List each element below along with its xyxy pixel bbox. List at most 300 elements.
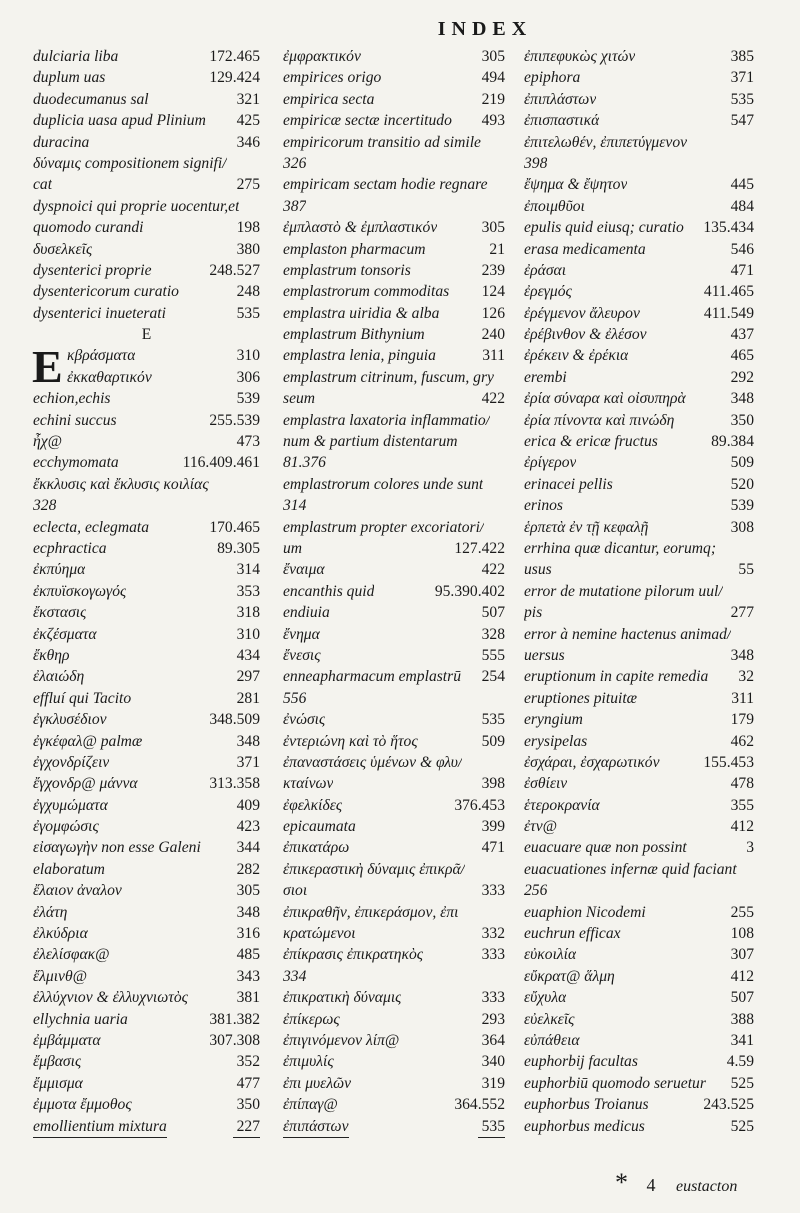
entry-page-ref: 509 — [730, 454, 754, 472]
entry-term: 334 — [283, 967, 307, 985]
entry-term: ἐρέγμενον ἄλευρον — [524, 304, 640, 322]
index-entry — [524, 367, 754, 388]
index-entry — [33, 538, 260, 559]
entry-page-ref: 352 — [236, 1053, 260, 1071]
entry-term: ἐπικραθῆν, ἐπικεράσμον, ἐπι — [283, 903, 459, 921]
index-entry — [33, 709, 260, 730]
entry-page-ref: 316 — [236, 925, 260, 943]
index-entry — [33, 1073, 260, 1094]
index-entry — [524, 281, 754, 302]
index-entry — [283, 645, 505, 666]
index-entry — [524, 474, 754, 495]
entry-page-ref: 381.382 — [209, 1010, 260, 1028]
index-entry — [283, 624, 505, 645]
entry-term: duodecumanus sal — [33, 90, 149, 108]
entry-term: εὐελκεῖς — [524, 1010, 575, 1028]
entry-page-ref: 277 — [730, 604, 754, 622]
index-entry — [283, 153, 505, 174]
index-entry — [524, 645, 754, 666]
entry-page-ref: 275 — [236, 176, 260, 194]
entry-page-ref: 539 — [730, 497, 754, 515]
entry-page-ref: 124 — [481, 283, 505, 301]
entry-page-ref: 340 — [481, 1053, 505, 1071]
index-entry — [33, 153, 260, 174]
entry-term: κρατώμενοι — [283, 925, 356, 943]
entry-term: emplastrorum colores unde sunt — [283, 475, 484, 493]
entry-term: dysenterici proprie — [33, 261, 152, 279]
entry-page-ref: 539 — [236, 390, 260, 408]
index-entry — [283, 987, 505, 1008]
index-entry — [283, 431, 505, 452]
entry-page-ref: 311 — [731, 689, 754, 707]
entry-page-ref: 471 — [481, 839, 505, 857]
entry-term: ἐκκαθαρτικόν — [67, 368, 152, 386]
index-entry — [283, 709, 505, 730]
entry-page-ref: 484 — [730, 197, 754, 215]
index-entry — [283, 239, 505, 260]
signature-star: * — [615, 1168, 628, 1197]
index-entry — [283, 303, 505, 324]
index-entry — [283, 495, 505, 516]
index-entry — [33, 67, 260, 88]
entry-page-ref: 305 — [481, 219, 505, 237]
entry-term: ἐπικατάρω — [283, 839, 350, 857]
entry-term: εὔχυλα — [524, 989, 567, 1007]
entry-page-ref: 364 — [481, 1031, 505, 1049]
index-entry — [524, 431, 754, 452]
index-entry — [524, 303, 754, 324]
entry-page-ref: 293 — [481, 1010, 505, 1028]
index-entry — [283, 89, 505, 110]
index-entry — [524, 709, 754, 730]
entry-page-ref: 371 — [236, 753, 260, 771]
index-entry — [33, 132, 260, 153]
index-entry — [33, 1030, 260, 1051]
entry-page-ref: 219 — [481, 90, 505, 108]
entry-page-ref: 248 — [236, 283, 260, 301]
index-entry — [283, 581, 505, 602]
entry-term: ἐπιπάστων — [283, 1116, 349, 1138]
entry-page-ref: 311 — [482, 347, 505, 365]
entry-term: ἔναιμα — [283, 561, 325, 579]
entry-term: emplastra lenia, pinguia — [283, 347, 436, 365]
entry-term: euacuare quæ non possint — [524, 839, 687, 857]
entry-page-ref: 127.422 — [454, 539, 505, 557]
index-entry — [283, 324, 505, 345]
entry-term: erysipelas — [524, 732, 588, 750]
entry-page-ref: 437 — [730, 326, 754, 344]
entry-page-ref: 353 — [236, 582, 260, 600]
index-entry — [524, 410, 754, 431]
index-entry — [33, 731, 260, 752]
index-entry — [283, 410, 505, 431]
entry-page-ref: 388 — [730, 1010, 754, 1028]
entry-page-ref: 507 — [481, 604, 505, 622]
index-entry — [33, 474, 260, 495]
entry-page-ref: 344 — [236, 839, 260, 857]
index-entry — [524, 944, 754, 965]
entry-page-ref: 307.308 — [209, 1031, 260, 1049]
entry-page-ref: 494 — [481, 69, 505, 87]
entry-page-ref: 281 — [236, 689, 260, 707]
entry-term: ecchymomata — [33, 454, 119, 472]
index-entry — [283, 731, 505, 752]
drop-cap-letter: E — [32, 341, 63, 393]
index-entry — [524, 324, 754, 345]
entry-term: ἐρίγερον — [524, 454, 577, 472]
entry-page-ref: 292 — [730, 368, 754, 386]
entry-term: 81.376 — [283, 454, 326, 472]
catchword: eustacton — [676, 1178, 738, 1195]
index-entry — [283, 923, 505, 944]
entry-term: ἔκστασις — [33, 604, 87, 622]
entry-term: erinacei pellis — [524, 475, 613, 493]
entry-term: ἐλκύδρια — [33, 925, 88, 943]
index-entry — [283, 752, 505, 773]
entry-page-ref: 318 — [236, 604, 260, 622]
entry-page-ref: 333 — [481, 989, 505, 1007]
index-entry — [283, 132, 505, 153]
entry-term: ecphractica — [33, 539, 107, 557]
index-entry — [33, 517, 260, 538]
index-entry — [524, 196, 754, 217]
entry-term: ἔμβασις — [33, 1053, 82, 1071]
entry-term: encanthis quid — [283, 582, 375, 600]
index-entry — [283, 281, 505, 302]
entry-page-ref: 348 — [236, 903, 260, 921]
entry-term: uersus — [524, 646, 565, 664]
entry-term: ἑτεροκρανία — [524, 796, 600, 814]
index-entry — [283, 367, 505, 388]
index-entry — [33, 859, 260, 880]
entry-page-ref: 3 — [746, 839, 754, 857]
entry-page-ref: 319 — [481, 1074, 505, 1092]
entry-term: ἐπικρατικὴ δύναμις — [283, 989, 402, 1007]
index-entry — [33, 1094, 260, 1115]
index-entry — [524, 89, 754, 110]
entry-term: ἔμμισμα — [33, 1074, 83, 1092]
entry-term: εὐκοιλία — [524, 946, 577, 964]
entry-page-ref: 305 — [481, 48, 505, 65]
entry-term: error à nemine hactenus animad/ — [524, 625, 732, 643]
entry-page-ref: 155.453 — [703, 753, 754, 771]
index-entry — [33, 645, 260, 666]
index-entry — [33, 944, 260, 965]
entry-page-ref: 507 — [730, 989, 754, 1007]
entry-page-ref: 170.465 — [209, 518, 260, 536]
entry-term: 326 — [283, 154, 307, 172]
index-entry — [283, 837, 505, 858]
entry-page-ref: 546 — [730, 240, 754, 258]
entry-term: ἐράσαι — [524, 261, 567, 279]
index-entry — [33, 923, 260, 944]
index-entry — [524, 174, 754, 195]
entry-term: eclecta, eclegmata — [33, 518, 150, 536]
entry-term: emplastrum propter excoriatori/ — [283, 518, 485, 536]
index-entry — [33, 1009, 260, 1030]
index-entry — [283, 217, 505, 238]
entry-term: ἐρέκειν & ἐρέκια — [524, 347, 629, 365]
entry-term: emplastrum Bithynium — [283, 326, 425, 344]
entry-term: εὔκρατ@ ἅλμη — [524, 967, 615, 985]
entry-term: duplum uas — [33, 69, 106, 87]
entry-term: ἐπίκρασις ἐπικρατηκὸς — [283, 946, 424, 964]
entry-term: dyspnoici qui proprie uocentur,et — [33, 197, 240, 215]
index-entry — [33, 966, 260, 987]
entry-term: empiricam sectam hodie regnare — [283, 176, 488, 194]
index-entry — [524, 517, 754, 538]
index-entry — [33, 388, 260, 409]
entry-page-ref: 525 — [730, 1074, 754, 1092]
entry-term: ἐπικεραστικὴ δύναμις ἐπικρᾶ/ — [283, 860, 465, 878]
index-entry — [283, 1030, 505, 1051]
entry-page-ref: 422 — [481, 561, 505, 579]
index-entry — [524, 559, 754, 580]
entry-term: ἐμμοτα ἔμμοθος — [33, 1096, 132, 1114]
index-entry — [33, 837, 260, 858]
entry-page-ref: 348 — [236, 732, 260, 750]
entry-page-ref: 21 — [489, 240, 505, 258]
entry-term: 398 — [524, 154, 548, 172]
index-entry — [524, 923, 754, 944]
entry-term: ἐρία πίνοντα καὶ πινώδη — [524, 411, 675, 429]
index-entry — [283, 816, 505, 837]
entry-term: ἐτν@ — [524, 818, 557, 836]
entry-term: epiphora — [524, 69, 581, 87]
index-entry — [283, 944, 505, 965]
entry-term: ἐσχάραι, ἐσχαρωτικόν — [524, 753, 660, 771]
entry-page-ref: 116.409.461 — [182, 454, 260, 472]
entry-term: emplastra uiridia & alba — [283, 304, 440, 322]
entry-term: effluí qui Tacito — [33, 689, 132, 707]
entry-page-ref: 477 — [236, 1074, 260, 1092]
index-entry — [33, 303, 260, 324]
entry-page-ref: 409 — [236, 796, 260, 814]
entry-term: ἐσθίειν — [524, 775, 568, 793]
entry-page-ref: 172.465 — [209, 48, 260, 65]
entry-term: ἐνώσις — [283, 711, 326, 729]
index-entry — [33, 1051, 260, 1072]
entry-term: εἰσαγωγὴν non esse Galeni — [33, 839, 201, 857]
entry-term: emplastrorum commoditas — [283, 283, 450, 301]
signature-mark: 4 — [646, 1175, 656, 1195]
entry-page-ref: 254 — [481, 668, 505, 686]
entry-term: ἐκπύημα — [33, 561, 86, 579]
index-entry — [283, 902, 505, 923]
entry-page-ref: 535 — [730, 90, 754, 108]
entry-term: dysentericorum curatio — [33, 283, 179, 301]
entry-page-ref: 310 — [236, 347, 260, 365]
entry-page-ref: 307 — [730, 946, 754, 964]
index-entry — [524, 452, 754, 473]
entry-page-ref: 535 — [236, 304, 260, 322]
entry-page-ref: 4.59 — [726, 1053, 754, 1071]
entry-term: ἐπιπλάστων — [524, 90, 597, 108]
entry-page-ref: 89.305 — [217, 539, 260, 557]
entry-page-ref: 255 — [730, 903, 754, 921]
entry-term: error de mutatione pilorum uul/ — [524, 582, 723, 600]
entry-term: emollientium mixtura — [33, 1116, 167, 1138]
entry-term: ἐμβάμματα — [33, 1031, 101, 1049]
index-entry — [524, 1030, 754, 1051]
index-entry — [524, 773, 754, 794]
index-entry — [33, 367, 260, 388]
entry-term: euacuationes infernæ quid faciant — [524, 860, 737, 878]
entry-term: ἐγκέφαλ@ palmæ — [33, 732, 143, 750]
entry-term: dysenterici inueterati — [33, 304, 166, 322]
entry-term: echini succus — [33, 411, 117, 429]
index-entry — [283, 602, 505, 623]
index-entry — [524, 217, 754, 238]
entry-page-ref: 321 — [236, 90, 260, 108]
index-entry — [283, 1051, 505, 1072]
entry-term: ἐγκλυσέδιον — [33, 711, 107, 729]
entry-term: errhina quæ dicantur, eorumq; — [524, 539, 717, 557]
entry-term: erembi — [524, 368, 567, 386]
entry-term: ἐπιπεφυκὼς χιτών — [524, 48, 636, 65]
index-entry — [524, 624, 754, 645]
index-entry — [524, 1009, 754, 1030]
running-header — [0, 18, 800, 41]
page-title: INDEX — [437, 18, 533, 40]
index-entry — [524, 1051, 754, 1072]
index-entry — [283, 1009, 505, 1030]
entry-page-ref: 350 — [730, 411, 754, 429]
entry-term: epulis quid eiusq; curatio — [524, 219, 684, 237]
entry-term: ἔκκλυσις καὶ ἔκλυσις κοιλίας — [33, 475, 209, 493]
entry-page-ref: 308 — [730, 518, 754, 536]
entry-page-ref: 350 — [236, 1096, 260, 1114]
index-entry — [33, 281, 260, 302]
entry-term: emplastrum citrinum, fuscum, gry — [283, 368, 494, 386]
entry-page-ref: 485 — [236, 946, 260, 964]
entry-term: ἐκπυϊσκογωγός — [33, 582, 127, 600]
index-entry — [283, 1073, 505, 1094]
index-entry — [33, 880, 260, 901]
entry-page-ref: 198 — [236, 219, 260, 237]
index-entry — [33, 581, 260, 602]
entry-page-ref: 348 — [730, 390, 754, 408]
index-entry — [283, 666, 505, 687]
entry-page-ref: 520 — [730, 475, 754, 493]
entry-term: ἐλάτη — [33, 903, 68, 921]
index-entry — [33, 902, 260, 923]
index-entry — [33, 260, 260, 281]
entry-term: ἐλελίσφακ@ — [33, 946, 110, 964]
entry-term: ἐγχονδρίζειν — [33, 753, 110, 771]
index-entry — [283, 538, 505, 559]
entry-term: echion,echis — [33, 390, 111, 408]
index-column-3 — [524, 46, 754, 1137]
index-entry — [524, 1073, 754, 1094]
entry-page-ref: 32 — [738, 668, 754, 686]
index-entry — [33, 624, 260, 645]
index-entry — [524, 495, 754, 516]
entry-term: eruptiones pituitæ — [524, 689, 638, 707]
entry-page-ref: 412 — [730, 818, 754, 836]
index-entry — [524, 153, 754, 174]
section-letter — [33, 324, 260, 345]
index-entry — [33, 666, 260, 687]
index-entry — [33, 174, 260, 195]
index-entry — [33, 987, 260, 1008]
entry-page-ref: 348.509 — [209, 711, 260, 729]
entry-page-ref: 525 — [730, 1117, 754, 1135]
entry-page-ref: 282 — [236, 860, 260, 878]
entry-term: ἑρπετὰ ἐν τῇ κεφαλῇ — [524, 518, 649, 536]
entry-term: erasa medicamenta — [524, 240, 646, 258]
entry-term: ἔγχονδρ@ μάννα — [33, 775, 138, 793]
entry-term: euaphion Nicodemi — [524, 903, 646, 921]
index-entry — [283, 46, 505, 67]
page-footer — [615, 1168, 737, 1198]
entry-term: euphorbus Troianus — [524, 1096, 649, 1114]
entry-term: ἐκζέσματα — [33, 625, 97, 643]
entry-page-ref: 343 — [236, 967, 260, 985]
entry-page-ref: 333 — [481, 882, 505, 900]
index-entry — [283, 452, 505, 473]
entry-page-ref: 412 — [730, 967, 754, 985]
entry-term: ἔκθηρ — [33, 646, 70, 664]
entry-term: empiricæ sectæ incertitudo — [283, 112, 452, 130]
index-entry — [524, 67, 754, 88]
entry-page-ref: 380 — [236, 240, 260, 258]
entry-term: erica & ericæ fructus — [524, 433, 658, 451]
entry-page-ref: 411.549 — [703, 304, 754, 322]
entry-term: ἐλλύχνιον & ἐλλυχνιωτὸς — [33, 989, 188, 1007]
entry-term: pis — [524, 604, 543, 622]
entry-term: 328 — [33, 497, 57, 515]
index-entry — [524, 902, 754, 923]
entry-page-ref: 471 — [730, 261, 754, 279]
entry-term: epicaumata — [283, 818, 356, 836]
index-column-2 — [283, 46, 505, 1137]
entry-term: ἐρία σύναρα καὶ οἰσυπηρὰ — [524, 390, 686, 408]
index-entry — [524, 1094, 754, 1115]
entry-term: euphorbus medicus — [524, 1117, 645, 1135]
entry-term: num & partium distentarum — [283, 433, 458, 451]
entry-page-ref: 348 — [730, 646, 754, 664]
index-entry — [524, 602, 754, 623]
index-entry — [33, 1116, 260, 1137]
index-entry — [524, 1116, 754, 1137]
entry-page-ref: 445 — [730, 176, 754, 194]
index-entry — [524, 666, 754, 687]
entry-term: κταίνων — [283, 775, 334, 793]
entry-page-ref: 535 — [478, 1116, 505, 1138]
entry-page-ref: 328 — [481, 625, 505, 643]
index-entry — [33, 559, 260, 580]
index-entry — [283, 388, 505, 409]
entry-page-ref: 108 — [730, 925, 754, 943]
index-entry — [33, 46, 260, 67]
index-entry — [524, 880, 754, 901]
entry-page-ref: 239 — [481, 261, 505, 279]
entry-page-ref: 425 — [236, 112, 260, 130]
entry-page-ref: 243.525 — [703, 1096, 754, 1114]
index-entry — [283, 260, 505, 281]
index-entry — [283, 474, 505, 495]
entry-page-ref: 547 — [730, 112, 754, 130]
entry-page-ref: 297 — [236, 668, 260, 686]
entry-term: ἐντεριώνη καὶ τὸ ἥτος — [283, 732, 418, 750]
index-entry — [524, 46, 754, 67]
index-entry — [524, 795, 754, 816]
entry-term: empirica secta — [283, 90, 375, 108]
index-entry — [524, 345, 754, 366]
entry-page-ref: 346 — [236, 133, 260, 151]
entry-term: ἐπι μυελῶν — [283, 1074, 352, 1092]
